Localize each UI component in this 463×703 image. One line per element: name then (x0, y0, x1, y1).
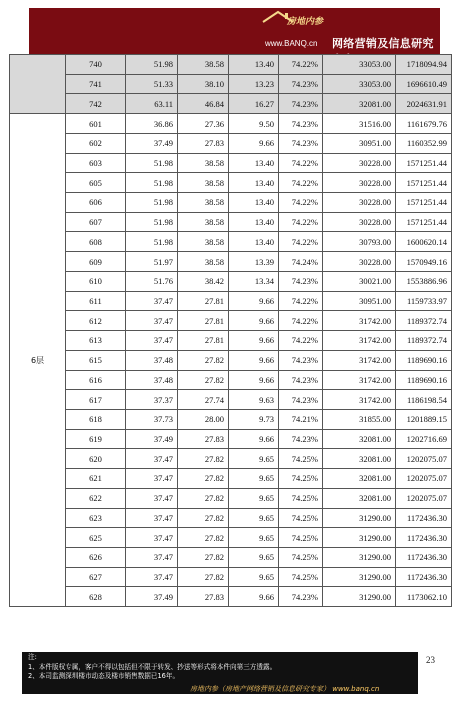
table-cell: 74.23% (279, 74, 323, 94)
table-cell: 31742.00 (323, 390, 396, 410)
table-cell: 9.66 (229, 587, 279, 607)
table-cell: 27.82 (178, 350, 229, 370)
table-row (10, 232, 452, 252)
table-cell: 74.25% (279, 547, 323, 567)
notes-label: 注: (28, 653, 37, 661)
table-cell: 51.97 (126, 252, 178, 272)
table-row (10, 133, 452, 153)
table-row (10, 212, 452, 232)
table-cell: 9.73 (229, 409, 279, 429)
table-cell: 1172436.30 (396, 508, 452, 528)
table-cell: 31290.00 (323, 547, 396, 567)
table-cell: 74.22% (279, 232, 323, 252)
table-cell: 27.82 (178, 528, 229, 548)
table-cell: 30228.00 (323, 252, 396, 272)
table-cell: 74.22% (279, 153, 323, 173)
room-number-cell: 617 (66, 390, 126, 410)
table-cell: 31290.00 (323, 587, 396, 607)
table-cell: 1202075.07 (396, 449, 452, 469)
room-number-cell: 740 (66, 55, 126, 75)
room-number-cell: 603 (66, 153, 126, 173)
table-cell: 74.22% (279, 311, 323, 331)
table-cell: 1189690.16 (396, 370, 452, 390)
header-title: 网络营销及信息研究 (332, 37, 434, 50)
table-cell: 1159733.97 (396, 291, 452, 311)
table-cell: 9.65 (229, 567, 279, 587)
room-number-cell: 607 (66, 212, 126, 232)
table-row (10, 193, 452, 213)
table-cell: 27.81 (178, 311, 229, 331)
room-number-cell: 741 (66, 74, 126, 94)
table-cell: 38.58 (178, 55, 229, 75)
table-cell: 38.58 (178, 212, 229, 232)
table-row (10, 94, 452, 114)
table-cell: 30793.00 (323, 232, 396, 252)
room-number-cell: 610 (66, 271, 126, 291)
room-number-cell: 609 (66, 252, 126, 272)
table-cell: 9.50 (229, 114, 279, 134)
table-cell: 2024631.91 (396, 94, 452, 114)
table-row (10, 547, 452, 567)
room-number-cell: 615 (66, 350, 126, 370)
table-cell: 51.98 (126, 212, 178, 232)
table-row (10, 271, 452, 291)
table-cell: 74.23% (279, 370, 323, 390)
table-cell: 1189690.16 (396, 350, 452, 370)
table-cell: 9.66 (229, 291, 279, 311)
table-cell: 1172436.30 (396, 528, 452, 548)
room-number-cell: 612 (66, 311, 126, 331)
table-cell: 63.11 (126, 94, 178, 114)
table-cell: 27.82 (178, 449, 229, 469)
table-cell: 9.66 (229, 133, 279, 153)
room-number-cell: 742 (66, 94, 126, 114)
table-cell: 32081.00 (323, 488, 396, 508)
table-row (10, 114, 452, 134)
room-number-cell: 622 (66, 488, 126, 508)
table-cell: 1571251.44 (396, 173, 452, 193)
table-cell: 27.83 (178, 133, 229, 153)
room-number-cell: 628 (66, 587, 126, 607)
brand-name: 房地内参 (287, 16, 324, 26)
table-cell: 27.82 (178, 508, 229, 528)
note-item: 1、本件版权专属，客户不得以包括但不限于转发、抄送等形式将本件向第三方透露。 (28, 662, 277, 671)
table-cell: 30228.00 (323, 212, 396, 232)
table-cell: 33053.00 (323, 74, 396, 94)
table-cell: 13.34 (229, 271, 279, 291)
table-cell: 38.58 (178, 232, 229, 252)
table-cell: 74.23% (279, 350, 323, 370)
table-cell: 13.40 (229, 55, 279, 75)
table-cell: 74.22% (279, 55, 323, 75)
table-cell: 1172436.30 (396, 567, 452, 587)
table-cell: 74.23% (279, 94, 323, 114)
unit-price-table (9, 54, 452, 607)
table-cell: 27.82 (178, 567, 229, 587)
table-cell: 37.49 (126, 587, 178, 607)
table-cell: 74.23% (279, 390, 323, 410)
table-cell: 74.25% (279, 488, 323, 508)
table-cell: 31290.00 (323, 508, 396, 528)
table-row (10, 508, 452, 528)
table-cell: 9.66 (229, 350, 279, 370)
table-row (10, 469, 452, 489)
table-cell: 38.58 (178, 173, 229, 193)
table-cell: 37.49 (126, 133, 178, 153)
table-cell: 1173062.10 (396, 587, 452, 607)
table-cell: 51.98 (126, 193, 178, 213)
table-cell: 9.65 (229, 508, 279, 528)
table-cell: 51.98 (126, 55, 178, 75)
table-row (10, 331, 452, 351)
table-row (10, 55, 452, 75)
table-cell: 27.82 (178, 469, 229, 489)
table-cell: 38.58 (178, 193, 229, 213)
table-cell: 1202716.69 (396, 429, 452, 449)
table-cell: 74.23% (279, 114, 323, 134)
table-cell: 51.98 (126, 232, 178, 252)
table-cell: 13.23 (229, 74, 279, 94)
table-row (10, 409, 452, 429)
room-number-cell: 621 (66, 469, 126, 489)
table-cell: 1553886.96 (396, 271, 452, 291)
table-cell: 1600620.14 (396, 232, 452, 252)
table-cell: 27.74 (178, 390, 229, 410)
room-number-cell: 619 (66, 429, 126, 449)
table-cell: 37.47 (126, 311, 178, 331)
table-cell: 30021.00 (323, 271, 396, 291)
table-cell: 32081.00 (323, 94, 396, 114)
table-cell: 1189372.74 (396, 331, 452, 351)
table-cell: 74.25% (279, 508, 323, 528)
table-row (10, 370, 452, 390)
table-cell: 74.25% (279, 469, 323, 489)
room-number-cell: 602 (66, 133, 126, 153)
table-cell: 51.33 (126, 74, 178, 94)
table-row (10, 390, 452, 410)
table-cell: 51.76 (126, 271, 178, 291)
table-cell: 74.22% (279, 173, 323, 193)
table-row (10, 311, 452, 331)
table-cell: 9.65 (229, 449, 279, 469)
room-number-cell: 626 (66, 547, 126, 567)
table-cell: 38.58 (178, 252, 229, 272)
room-number-cell: 605 (66, 173, 126, 193)
table-cell: 16.27 (229, 94, 279, 114)
table-cell: 1696610.49 (396, 74, 452, 94)
header-banner (29, 8, 440, 54)
table-cell: 31742.00 (323, 311, 396, 331)
room-number-cell: 606 (66, 193, 126, 213)
table-cell: 74.23% (279, 271, 323, 291)
table-cell: 37.48 (126, 350, 178, 370)
table-cell: 37.48 (126, 370, 178, 390)
table-cell: 9.66 (229, 331, 279, 351)
table-cell: 37.47 (126, 469, 178, 489)
table-cell: 37.47 (126, 488, 178, 508)
table-cell: 74.22% (279, 193, 323, 213)
room-number-cell: 611 (66, 291, 126, 311)
table-row (10, 567, 452, 587)
table-cell: 27.82 (178, 488, 229, 508)
table-cell: 30228.00 (323, 193, 396, 213)
table-cell: 27.36 (178, 114, 229, 134)
table-cell: 1161679.76 (396, 114, 452, 134)
table-cell: 27.82 (178, 370, 229, 390)
table-cell: 37.37 (126, 390, 178, 410)
table-row (10, 252, 452, 272)
note-item: 2、本司监测深圳楼市动态及楼市销售数据已16年。 (28, 672, 180, 680)
table-cell: 31290.00 (323, 528, 396, 548)
table-cell: 9.65 (229, 547, 279, 567)
table-cell: 9.66 (229, 370, 279, 390)
table-cell: 30228.00 (323, 153, 396, 173)
table-cell: 30951.00 (323, 133, 396, 153)
table-cell: 1186198.54 (396, 390, 452, 410)
table-cell: 38.10 (178, 74, 229, 94)
table-cell: 13.40 (229, 212, 279, 232)
table-row (10, 291, 452, 311)
table-cell: 1570949.16 (396, 252, 452, 272)
room-number-cell: 625 (66, 528, 126, 548)
table-cell: 1571251.44 (396, 212, 452, 232)
table-cell: 13.40 (229, 193, 279, 213)
table-cell: 31742.00 (323, 370, 396, 390)
table-cell: 51.98 (126, 173, 178, 193)
floor-label-cell: 6层 (10, 114, 66, 607)
table-cell: 37.47 (126, 528, 178, 548)
table-cell: 37.47 (126, 291, 178, 311)
table-cell: 31516.00 (323, 114, 396, 134)
table-cell: 37.47 (126, 508, 178, 528)
table-cell: 38.58 (178, 153, 229, 173)
table-cell: 38.42 (178, 271, 229, 291)
table-cell: 37.47 (126, 567, 178, 587)
table-row (10, 587, 452, 607)
table-cell: 74.22% (279, 212, 323, 232)
table-cell: 36.86 (126, 114, 178, 134)
table-row (10, 74, 452, 94)
table-cell: 27.83 (178, 587, 229, 607)
table-cell: 27.82 (178, 547, 229, 567)
table-cell: 9.65 (229, 469, 279, 489)
room-number-cell: 620 (66, 449, 126, 469)
room-number-cell: 623 (66, 508, 126, 528)
table-cell: 31742.00 (323, 331, 396, 351)
table-cell: 28.00 (178, 409, 229, 429)
table-cell: 13.39 (229, 252, 279, 272)
footer-text: 房地内参（房地产网络营销及信息研究专家） www.banq.cn (190, 685, 380, 693)
table-row (10, 488, 452, 508)
table-cell: 27.81 (178, 291, 229, 311)
floor-cell (10, 55, 66, 114)
table-cell: 31290.00 (323, 567, 396, 587)
table-cell: 1202075.07 (396, 488, 452, 508)
table-cell: 1201889.15 (396, 409, 452, 429)
table-cell: 51.98 (126, 153, 178, 173)
room-number-cell: 613 (66, 331, 126, 351)
table-cell: 37.47 (126, 449, 178, 469)
table-row (10, 350, 452, 370)
table-row (10, 173, 452, 193)
table-cell: 9.63 (229, 390, 279, 410)
table-cell: 33053.00 (323, 55, 396, 75)
table-cell: 30951.00 (323, 291, 396, 311)
table-row (10, 528, 452, 548)
table-cell: 32081.00 (323, 469, 396, 489)
table-cell: 1160352.99 (396, 133, 452, 153)
room-number-cell: 608 (66, 232, 126, 252)
table-cell: 74.24% (279, 252, 323, 272)
table-cell: 9.65 (229, 488, 279, 508)
room-number-cell: 616 (66, 370, 126, 390)
table-cell: 74.23% (279, 587, 323, 607)
table-cell: 32081.00 (323, 429, 396, 449)
room-number-cell: 618 (66, 409, 126, 429)
table-cell: 74.25% (279, 567, 323, 587)
table-cell: 13.40 (229, 153, 279, 173)
table-cell: 9.65 (229, 528, 279, 548)
table-cell: 31855.00 (323, 409, 396, 429)
table-cell: 37.47 (126, 547, 178, 567)
table-row (10, 449, 452, 469)
table-cell: 1172436.30 (396, 547, 452, 567)
table-cell: 27.81 (178, 331, 229, 351)
table-row (10, 429, 452, 449)
table-cell: 74.25% (279, 528, 323, 548)
table-row (10, 153, 452, 173)
table-cell: 1189372.74 (396, 311, 452, 331)
table-cell: 27.83 (178, 429, 229, 449)
table-cell: 32081.00 (323, 449, 396, 469)
room-number-cell: 601 (66, 114, 126, 134)
table-cell: 1202075.07 (396, 469, 452, 489)
site-url: www.BANQ.cn (265, 39, 318, 48)
table-cell: 1571251.44 (396, 153, 452, 173)
table-cell: 46.84 (178, 94, 229, 114)
table-cell: 30228.00 (323, 173, 396, 193)
table-cell: 9.66 (229, 311, 279, 331)
table-cell: 74.22% (279, 331, 323, 351)
table-cell: 74.21% (279, 409, 323, 429)
room-number-cell: 627 (66, 567, 126, 587)
table-cell: 74.22% (279, 291, 323, 311)
table-cell: 74.23% (279, 429, 323, 449)
table-cell: 13.40 (229, 232, 279, 252)
table-cell: 74.23% (279, 133, 323, 153)
page-number: 23 (426, 655, 435, 665)
table-cell: 1718094.94 (396, 55, 452, 75)
table-cell: 74.25% (279, 449, 323, 469)
table-cell: 37.73 (126, 409, 178, 429)
table-cell: 9.66 (229, 429, 279, 449)
table-cell: 37.47 (126, 331, 178, 351)
table-cell: 31742.00 (323, 350, 396, 370)
table-cell: 13.40 (229, 173, 279, 193)
table-cell: 1571251.44 (396, 193, 452, 213)
table-cell: 37.49 (126, 429, 178, 449)
